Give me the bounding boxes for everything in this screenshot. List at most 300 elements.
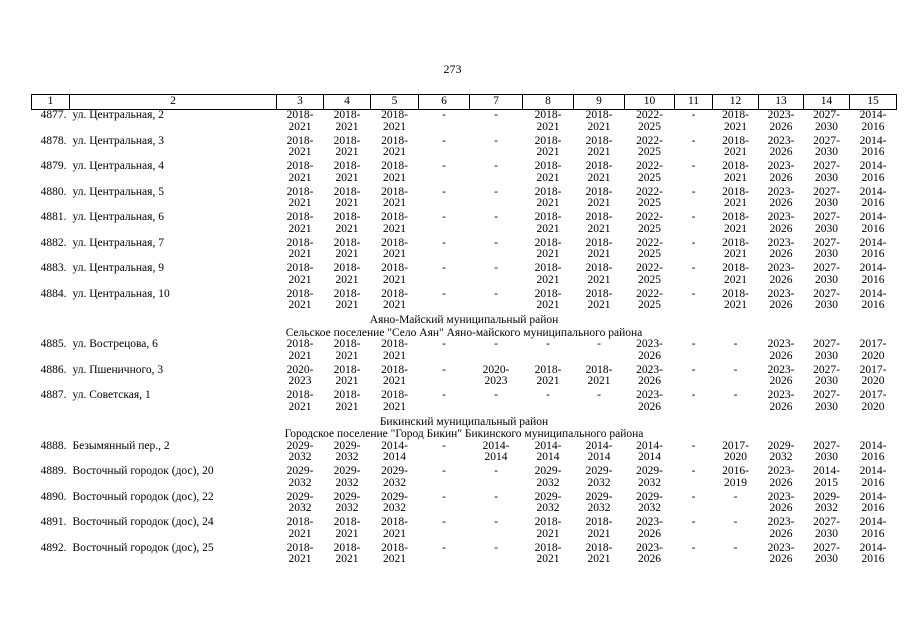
- period-value: 2029-: [333, 465, 361, 477]
- period-cell: [625, 339, 675, 365]
- period-value: 2021: [335, 273, 359, 286]
- period-cell: [324, 212, 371, 238]
- period-cell: [675, 365, 713, 391]
- period-value: 2025: [638, 146, 661, 158]
- period-value: 2021: [536, 248, 560, 260]
- period-value: 2018-: [286, 262, 314, 274]
- period-value: 2021: [383, 171, 406, 184]
- period-value: 2021: [383, 197, 406, 209]
- period-value: 2021: [288, 527, 312, 540]
- period-cell: [804, 136, 850, 162]
- address-cell: ул. Пшеничного, 3: [72, 363, 164, 376]
- period-value: 2018-: [585, 134, 613, 147]
- period-value: 2021: [587, 299, 611, 311]
- period-value: 2021: [288, 273, 312, 286]
- period-cell: [419, 466, 470, 492]
- period-value: 2018-: [333, 338, 361, 350]
- period-cell: [713, 289, 759, 315]
- period-cell: [371, 543, 419, 569]
- period-value: 2016: [861, 120, 885, 133]
- period-value: 2021: [587, 222, 611, 235]
- period-cell: [713, 466, 759, 492]
- period-cell: [625, 365, 675, 391]
- period-value: 2023-: [767, 109, 795, 121]
- period-cell: [277, 110, 324, 136]
- period-value: 2029-: [286, 465, 314, 477]
- period-value: 2018-: [333, 262, 361, 274]
- period-cell: [574, 110, 625, 136]
- period-value: 2023-: [636, 338, 663, 350]
- period-value: 2018-: [381, 134, 408, 147]
- period-value: 2025: [638, 248, 661, 260]
- period-cell: [804, 543, 850, 569]
- period-value: 2018-: [534, 363, 562, 376]
- period-value: 2018-: [333, 363, 361, 376]
- period-value: 2018-: [333, 287, 361, 300]
- table-row: [32, 517, 897, 543]
- period-value: 2023-: [767, 236, 795, 249]
- period-value: -: [442, 363, 446, 376]
- period-value: 2027-: [813, 439, 840, 452]
- section-heading-row: [32, 314, 897, 327]
- period-value: 2027-: [813, 363, 840, 376]
- period-value: 2021: [536, 171, 560, 184]
- period-cell: [324, 543, 371, 569]
- column-header: 15: [850, 95, 897, 110]
- period-cell: [371, 161, 419, 187]
- period-value: 2027-: [813, 389, 840, 401]
- table-body: [32, 95, 897, 569]
- period-value: 2018-: [381, 389, 408, 401]
- period-value: 2023-: [767, 262, 795, 274]
- period-cell: [675, 339, 713, 365]
- period-value: 2017-: [859, 338, 887, 350]
- period-value: 2018-: [722, 185, 749, 198]
- period-value: 2021: [724, 146, 747, 158]
- period-cell: [523, 365, 574, 391]
- period-cell: [804, 110, 850, 136]
- period-value: 2016: [861, 476, 885, 489]
- period-value: 2026: [769, 553, 793, 565]
- period-cell: [850, 339, 897, 365]
- period-value: 2026: [769, 349, 793, 362]
- period-value: -: [691, 363, 696, 376]
- period-value: 2030: [815, 171, 838, 184]
- period-cell: [804, 187, 850, 213]
- period-cell: [470, 365, 523, 391]
- period-value: 2021: [587, 273, 611, 286]
- period-cell: [574, 339, 625, 365]
- period-value: 2026: [769, 299, 793, 311]
- period-cell: [574, 517, 625, 543]
- period-cell: [523, 441, 574, 467]
- period-value: 2018-: [333, 160, 361, 172]
- period-value: 2026: [769, 273, 793, 286]
- period-value: 2021: [288, 197, 312, 209]
- period-value: 2018-: [333, 516, 361, 528]
- period-value: 2027-: [813, 160, 840, 172]
- row-number: 4885.: [40, 338, 67, 350]
- period-value: 2018-: [534, 109, 562, 121]
- period-value: 2021: [383, 146, 406, 158]
- period-cell: [625, 492, 675, 518]
- period-value: 2026: [769, 527, 793, 540]
- period-value: 2018-: [534, 541, 562, 554]
- period-value: -: [494, 262, 498, 274]
- period-cell: [625, 238, 675, 264]
- period-cell: [523, 517, 574, 543]
- period-value: 2026: [638, 375, 661, 387]
- period-value: 2020-: [286, 363, 314, 376]
- period-value: 2021: [288, 400, 312, 413]
- table-row: [32, 390, 897, 416]
- period-value: 2026: [638, 553, 661, 565]
- period-value: -: [597, 338, 601, 350]
- period-value: 2022-: [636, 262, 663, 274]
- period-value: -: [494, 134, 498, 147]
- period-value: 2030: [815, 451, 838, 463]
- period-value: 2030: [815, 349, 838, 362]
- period-value: 2018-: [585, 541, 613, 554]
- period-cell: [419, 441, 470, 467]
- period-value: -: [494, 109, 498, 121]
- period-value: 2021: [335, 349, 359, 362]
- section-heading: Аяно-Майский муниципальный район: [369, 314, 559, 326]
- period-cell: [625, 212, 675, 238]
- period-value: -: [442, 160, 446, 172]
- period-value: 2018-: [286, 236, 314, 249]
- period-cell: [850, 517, 897, 543]
- period-cell: [759, 136, 804, 162]
- period-cell: [625, 517, 675, 543]
- period-value: 2030: [815, 146, 838, 158]
- period-value: 2014: [383, 451, 406, 463]
- period-cell: [759, 517, 804, 543]
- period-value: -: [691, 541, 696, 554]
- period-value: 2014: [484, 451, 508, 463]
- period-value: 2021: [288, 349, 312, 362]
- row-number: 4886.: [40, 363, 67, 376]
- period-cell: [759, 339, 804, 365]
- address-cell: ул. Центральная, 7: [72, 236, 164, 249]
- period-value: 2014-: [859, 439, 887, 452]
- period-value: 2020: [724, 451, 747, 463]
- period-cell: [625, 441, 675, 467]
- table-row: [32, 187, 897, 213]
- period-cell: [759, 289, 804, 315]
- period-value: 2018-: [534, 134, 562, 147]
- period-value: 2023-: [767, 338, 795, 350]
- column-header: 10: [625, 95, 675, 110]
- address-cell: ул. Центральная, 3: [72, 134, 164, 147]
- period-value: 2018-: [333, 236, 361, 249]
- period-value: 2017-: [859, 363, 887, 376]
- period-cell: [675, 289, 713, 315]
- period-value: 2014-: [859, 541, 887, 554]
- period-value: 2023-: [767, 389, 795, 401]
- period-value: -: [691, 160, 696, 172]
- period-value: 2032: [383, 502, 406, 514]
- period-cell: [625, 136, 675, 162]
- period-value: 2023-: [767, 490, 795, 503]
- table-row: [32, 466, 897, 492]
- row-number: 4887.: [40, 389, 67, 401]
- period-cell: [675, 543, 713, 569]
- period-value: -: [494, 287, 498, 300]
- period-cell: [277, 161, 324, 187]
- period-value: -: [442, 134, 446, 147]
- period-value: 2029-: [636, 465, 663, 477]
- period-cell: [277, 212, 324, 238]
- period-cell: [277, 365, 324, 391]
- period-cell: [523, 161, 574, 187]
- period-value: -: [494, 389, 498, 401]
- period-value: 2030: [815, 248, 838, 260]
- period-value: 2026: [638, 400, 661, 413]
- period-cell: [850, 212, 897, 238]
- period-value: 2018-: [286, 109, 314, 121]
- period-cell: [713, 161, 759, 187]
- period-cell: [371, 238, 419, 264]
- period-value: 2021: [335, 299, 359, 311]
- period-value: 2018-: [585, 236, 613, 249]
- period-cell: [804, 161, 850, 187]
- period-value: 2032: [638, 502, 661, 514]
- address-cell: ул. Центральная, 6: [72, 211, 164, 223]
- period-value: 2018-: [381, 338, 408, 350]
- period-cell: [713, 543, 759, 569]
- period-cell: [574, 161, 625, 187]
- row-number: 4880.: [40, 185, 67, 198]
- row-number: 4892.: [40, 541, 67, 554]
- period-value: 2016: [861, 527, 885, 540]
- period-value: 2018-: [722, 236, 749, 249]
- period-value: 2029-: [534, 490, 562, 503]
- period-cell: [625, 263, 675, 289]
- period-cell: [523, 390, 574, 416]
- period-value: 2018-: [286, 541, 314, 554]
- period-cell: [713, 110, 759, 136]
- period-value: -: [733, 338, 738, 350]
- period-value: 2027-: [813, 262, 840, 274]
- period-value: 2018-: [286, 134, 314, 147]
- period-value: 2026: [769, 197, 793, 209]
- period-cell: [759, 543, 804, 569]
- address-cell: Восточный городок (дос), 24: [72, 516, 214, 528]
- period-cell: [713, 136, 759, 162]
- period-cell: [574, 365, 625, 391]
- address-cell: ул. Центральная, 5: [72, 185, 164, 198]
- period-cell: [371, 466, 419, 492]
- period-value: 2014-: [859, 236, 887, 249]
- period-cell: [277, 441, 324, 467]
- period-cell: [324, 187, 371, 213]
- period-cell: [371, 110, 419, 136]
- period-cell: [804, 517, 850, 543]
- period-value: 2021: [724, 273, 747, 286]
- period-value: 2021: [335, 553, 359, 565]
- period-cell: [371, 263, 419, 289]
- period-value: 2014-: [859, 516, 887, 528]
- period-value: 2014-: [381, 439, 408, 452]
- period-cell: [419, 365, 470, 391]
- period-value: 2032: [335, 451, 359, 463]
- period-cell: [759, 238, 804, 264]
- period-value: 2018-: [381, 287, 408, 300]
- period-value: -: [442, 465, 446, 477]
- period-cell: [523, 492, 574, 518]
- period-cell: [625, 289, 675, 315]
- period-value: 2016: [861, 502, 885, 514]
- period-cell: [759, 492, 804, 518]
- period-cell: [574, 543, 625, 569]
- period-cell: [850, 390, 897, 416]
- period-value: 2018-: [286, 516, 314, 528]
- period-value: 2023-: [767, 287, 795, 300]
- period-value: 2032: [587, 502, 611, 514]
- period-value: -: [442, 490, 446, 503]
- period-value: 2018-: [722, 211, 749, 223]
- period-cell: [713, 187, 759, 213]
- period-cell: [574, 492, 625, 518]
- column-header: 8: [523, 95, 574, 110]
- period-value: 2018-: [381, 262, 408, 274]
- period-cell: [371, 187, 419, 213]
- period-value: -: [691, 439, 696, 452]
- period-value: -: [691, 185, 696, 198]
- period-value: 2021: [335, 222, 359, 235]
- period-cell: [625, 110, 675, 136]
- period-value: 2021: [536, 222, 560, 235]
- period-value: 2021: [288, 171, 312, 184]
- period-cell: [523, 136, 574, 162]
- address-cell: ул. Центральная, 2: [72, 109, 164, 121]
- period-value: 2016-: [722, 465, 749, 477]
- period-cell: [470, 289, 523, 315]
- period-value: -: [442, 236, 446, 249]
- period-value: 2014-: [482, 439, 510, 452]
- period-value: 2021: [383, 222, 406, 235]
- period-cell: [574, 441, 625, 467]
- period-value: 2014-: [813, 465, 840, 477]
- period-value: 2023-: [767, 516, 795, 528]
- period-value: 2018-: [286, 338, 314, 350]
- period-cell: [324, 441, 371, 467]
- period-value: 2023: [288, 375, 312, 387]
- period-cell: [523, 466, 574, 492]
- period-cell: [850, 161, 897, 187]
- period-value: 2026: [769, 222, 793, 235]
- period-cell: [277, 517, 324, 543]
- period-value: 2021: [383, 299, 406, 311]
- period-cell: [675, 466, 713, 492]
- column-header: 1: [32, 95, 70, 110]
- period-value: 2023-: [767, 160, 795, 172]
- period-cell: [675, 492, 713, 518]
- period-cell: [470, 263, 523, 289]
- period-value: 2022-: [636, 287, 663, 300]
- period-cell: [675, 390, 713, 416]
- period-value: 2029-: [636, 490, 663, 503]
- period-value: 2025: [638, 273, 661, 286]
- period-value: 2021: [587, 248, 611, 260]
- period-value: 2030: [815, 273, 838, 286]
- period-value: 2032: [638, 476, 661, 489]
- period-value: 2021: [587, 120, 611, 133]
- period-value: 2025: [638, 120, 661, 133]
- period-value: 2018-: [286, 287, 314, 300]
- period-value: 2016: [861, 273, 885, 286]
- period-value: 2021: [288, 553, 312, 565]
- period-cell: [470, 187, 523, 213]
- period-value: 2018-: [381, 363, 408, 376]
- period-value: 2021: [536, 197, 560, 209]
- period-value: 2022-: [636, 185, 663, 198]
- period-cell: [713, 238, 759, 264]
- period-cell: [277, 187, 324, 213]
- period-value: -: [691, 287, 696, 300]
- period-value: 2021: [335, 400, 359, 413]
- period-value: 2026: [769, 248, 793, 260]
- period-value: 2025: [638, 299, 661, 311]
- period-value: -: [597, 389, 601, 401]
- period-value: 2014-: [859, 134, 887, 147]
- section-heading: Бикинский муниципальный район: [379, 415, 549, 428]
- period-cell: [850, 238, 897, 264]
- period-value: 2032: [815, 502, 838, 514]
- period-value: 2021: [587, 553, 611, 565]
- period-value: 2032: [288, 502, 312, 514]
- period-cell: [759, 365, 804, 391]
- section-heading-row: [32, 428, 897, 441]
- period-cell: [324, 238, 371, 264]
- period-cell: [850, 466, 897, 492]
- period-value: 2021: [724, 120, 747, 133]
- period-value: 2030: [815, 400, 838, 413]
- period-value: 2022-: [636, 134, 663, 147]
- period-value: 2025: [638, 171, 661, 184]
- period-cell: [850, 289, 897, 315]
- period-value: -: [494, 338, 498, 350]
- period-value: 2021: [383, 527, 406, 540]
- period-value: 2018-: [286, 211, 314, 223]
- period-cell: [419, 212, 470, 238]
- period-cell: [523, 339, 574, 365]
- period-value: 2018-: [534, 211, 562, 223]
- period-cell: [850, 136, 897, 162]
- period-cell: [371, 365, 419, 391]
- period-cell: [713, 517, 759, 543]
- period-cell: [419, 263, 470, 289]
- period-value: 2018-: [722, 262, 749, 274]
- period-cell: [523, 212, 574, 238]
- section-heading-row: [32, 327, 897, 340]
- period-cell: [324, 289, 371, 315]
- period-value: -: [691, 389, 696, 401]
- period-cell: [419, 289, 470, 315]
- period-cell: [574, 466, 625, 492]
- period-cell: [277, 136, 324, 162]
- period-cell: [470, 339, 523, 365]
- period-value: 2018-: [534, 160, 562, 172]
- period-cell: [574, 212, 625, 238]
- period-cell: [850, 110, 897, 136]
- table-row: [32, 263, 897, 289]
- address-cell: Восточный городок (дос), 25: [72, 541, 214, 554]
- period-value: 2018-: [381, 211, 408, 223]
- period-cell: [371, 212, 419, 238]
- period-value: 2023-: [767, 211, 795, 223]
